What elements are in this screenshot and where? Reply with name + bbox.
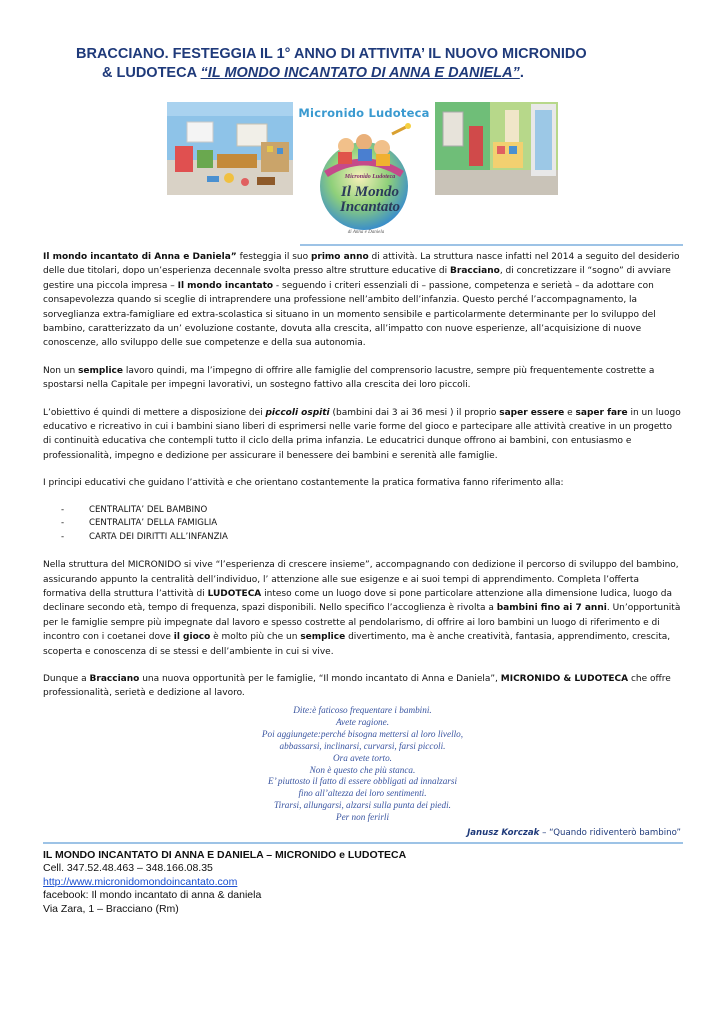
paragraph-support: [43, 364, 683, 393]
text-bold: Il mondo incantato: [177, 280, 274, 291]
text: - seguendo i criteri essenziali di – passione, competenza e serietà – da adottare con consapevolezza quando si sceglie di intraprendere una professione nell’ambito dell’infanzia. Questo perché l’accompagnamento: [43, 280, 654, 306]
text-bold: semplice: [78, 365, 123, 376]
list-dash: -: [61, 504, 65, 515]
paragraph-principles: I principi educativi che guidano l’attività e che orientano costantemente la pratica formativa fanno riferimento alla:: [43, 478, 564, 489]
text: di attività. La struttura nasce infatti nel 2014 a seguito del desiderio delle due titolari, dopo un’esperienza decennale svolta presso altre strutture educative di: [43, 252, 680, 277]
poem: [0, 705, 725, 824]
title-line-2-prefix: & LUDOTECA: [102, 65, 201, 81]
text-bold: saper essere: [499, 407, 565, 418]
text-bold-italic: piccoli ospiti: [265, 407, 330, 418]
list-dash: -: [61, 531, 65, 542]
list-item-label: CENTRALITA’ DEL BAMBINO: [89, 504, 208, 515]
header-rule: [300, 244, 683, 246]
article-body: [43, 250, 683, 714]
text: L’obiettivo é quindi di mettere a disposizione dei: [43, 407, 266, 418]
text: . Un’opportunità per le famiglie sempre più impegnate dal lavoro e spesso costrette al pendolarismo, di offrire ai loro bambini un luogo di riferimento e di incontro con i coetanei dove: [43, 603, 681, 643]
poem-line: fino all’altezza dei loro sentimenti.: [298, 788, 427, 799]
text: Dunque a: [43, 674, 90, 685]
poem-line: Avete ragione.: [335, 716, 390, 727]
poem-line: E’ piuttosto il fatto di essere obbligati ad innalzarsi: [267, 776, 458, 787]
text-bold: Bracciano: [450, 266, 500, 277]
footer-rule: [43, 842, 683, 844]
footer-facebook: facebook: Il mondo incantato di anna & daniela: [43, 889, 262, 902]
logo-ribbon: Micronido Ludoteca: [344, 174, 396, 180]
article-title: [76, 45, 696, 83]
text: inteso come un luogo dove si pone particolare attenzione alla dimensione ludica, luogo da declinare secondo età, tempo di frequenza, spazi disponibili. Nello specifico l’accoglienza è rivolta a: [43, 589, 672, 614]
poem-attribution: [467, 828, 681, 838]
text-bold: MICRONIDO & LUDOTECA: [500, 674, 629, 685]
text: Non un: [43, 365, 79, 376]
text: e: [564, 407, 576, 418]
paragraph-conclusion: [43, 672, 683, 701]
logo-wordmark: [330, 170, 410, 215]
playroom-photo-left: [167, 102, 293, 195]
text: una nuova opportunità per le famiglie, “Il mondo incantato di Anna e Daniela”,: [139, 674, 501, 685]
footer-org-name: IL MONDO INCANTATO DI ANNA E DANIELA – MICRONIDO e LUDOTECA: [43, 849, 407, 861]
list-item: [43, 531, 683, 545]
text-bold: semplice: [300, 632, 346, 643]
text-bold: bambini fino ai 7 anni: [496, 603, 607, 614]
text-bold: LUDOTECA: [207, 589, 262, 599]
playroom-photo-right: [435, 102, 558, 195]
footer-address: Via Zara, 1 – Bracciano (Rm): [43, 902, 179, 915]
text-bold: primo anno: [310, 252, 369, 262]
poem-line: Per non ferirli: [335, 812, 390, 823]
title-link[interactable]: “IL MONDO INCANTATO DI ANNA E DANIELA”: [200, 65, 520, 81]
logo-name-2: Incantato: [339, 199, 400, 215]
text: , la sorveglianza extra-famigliare ed extra-scolastica si situano in un momento sensibile e particolarmente determinante per lo sviluppo del bambino, caratterizzato da un’ evoluzione costante, dovuta alla crescita, all’impatto con nuove esperienze, all’acquisizione di nuove conoscenze, allo sviluppo delle sue competenze e della sua autonomia.: [43, 295, 656, 349]
title-line-1: BRACCIANO. FESTEGGIA IL 1° ANNO DI ATTIVITA’ IL NUOVO MICRONIDO: [76, 46, 587, 62]
quote-work: “Quando ridiventerò bambino”: [549, 828, 681, 838]
text: in un luogo educativo e ricreativo in cui i bambini siano liberi di esprimersi nelle varie forme del gioco e partecipare alle attività creative in un progetto di continuità educativa che contempli tutto il ciclo della prima infanzia. Le educatrici dunque offrono ai bambini, con entusiasmo e professionalità, impegno e dedizione per assicurare il benessere dei bambini e serenità alle famiglie.: [43, 407, 681, 461]
text: è molto più che un: [210, 632, 301, 643]
text: (bambini dai 3 ai 36 mesi ) il proprio: [329, 407, 500, 418]
quote-separator: –: [539, 828, 550, 838]
footer-website-link[interactable]: http://www.micronidomondoincantato.com: [43, 875, 238, 888]
footer-phone: Cell. 347.52.48.463 – 348.166.08.35: [43, 862, 213, 875]
principles-list: [43, 504, 683, 545]
text: divertimento, ma è anche creatività, fantasia, apprendimento, crescita, scoperta e conoscenza di se stessi e dell’ambiente in cui si vive.: [43, 632, 671, 657]
paragraph-objective: [43, 406, 683, 464]
list-item: [43, 517, 683, 531]
poem-line: Tirarsi, allungarsi, alzarsi sulla punta dei piedi.: [274, 800, 451, 811]
text: festeggia il suo: [236, 252, 311, 262]
list-item: [43, 504, 683, 518]
title-line-2-suffix: .: [519, 65, 524, 81]
paragraph-intro: [43, 250, 683, 351]
text: lavoro quindi, ma l’impegno di offrire alle famiglie del comprensorio lacustre, sempre più frequentemente costrette a spostarsi nella Capitale per impegni lavorativi, un sostegno fattivo alla crescita dei loro piccoli.: [43, 365, 655, 391]
poem-line: abbassarsi, inclinarsi, curvarsi, farsi piccoli.: [279, 740, 446, 751]
contact-footer: [43, 849, 683, 916]
list-item-label: CARTA DEI DIRITTI ALL’INFANZIA: [89, 531, 228, 542]
paragraph-micronido: [43, 558, 683, 659]
quote-author: Janusz Korczak: [467, 828, 540, 838]
list-dash: -: [61, 518, 65, 529]
text-bold: Bracciano: [89, 674, 140, 685]
logo: [296, 100, 432, 242]
poem-line: Ora avete torto.: [333, 752, 392, 763]
poem-line: Poi aggiungete:perché bisogna mettersi al loro livello,: [261, 728, 464, 739]
logo-name-1: Il Mondo: [341, 184, 399, 200]
logo-subtitle: di Anna e Daniela: [347, 230, 385, 235]
title-line-2: [76, 64, 696, 83]
poem-line: Dite:è faticoso frequentare i bambini.: [293, 705, 432, 715]
poem-line: Non è questo che più stanca.: [309, 764, 416, 775]
text: Nella struttura del MICRONIDO si vive “l’esperienza di crescere insieme”, accompagnando con dedizione il percorso di sviluppo del bambino, assicurando appunto la centralità dell’individuo, l’ attenzione alle sue esigenze e ai suoi tempi di apprendimento. Completa l’offerta formativa della struttura l’attività di: [43, 560, 679, 599]
list-item-label: CENTRALITA’ DELLA FAMIGLIA: [89, 518, 218, 529]
text-bold: saper fare: [575, 407, 628, 418]
text-bold: Il mondo incantato di Anna e Daniela”: [43, 252, 237, 262]
text: , di concretizzare il “sogno” di avviare gestire una piccola impresa –: [43, 266, 671, 291]
logo-header: Micronido Ludoteca: [298, 106, 430, 120]
text: che offre professionalità, serietà e dedizione al lavoro.: [43, 674, 671, 699]
text-bold: il gioco: [173, 632, 211, 643]
